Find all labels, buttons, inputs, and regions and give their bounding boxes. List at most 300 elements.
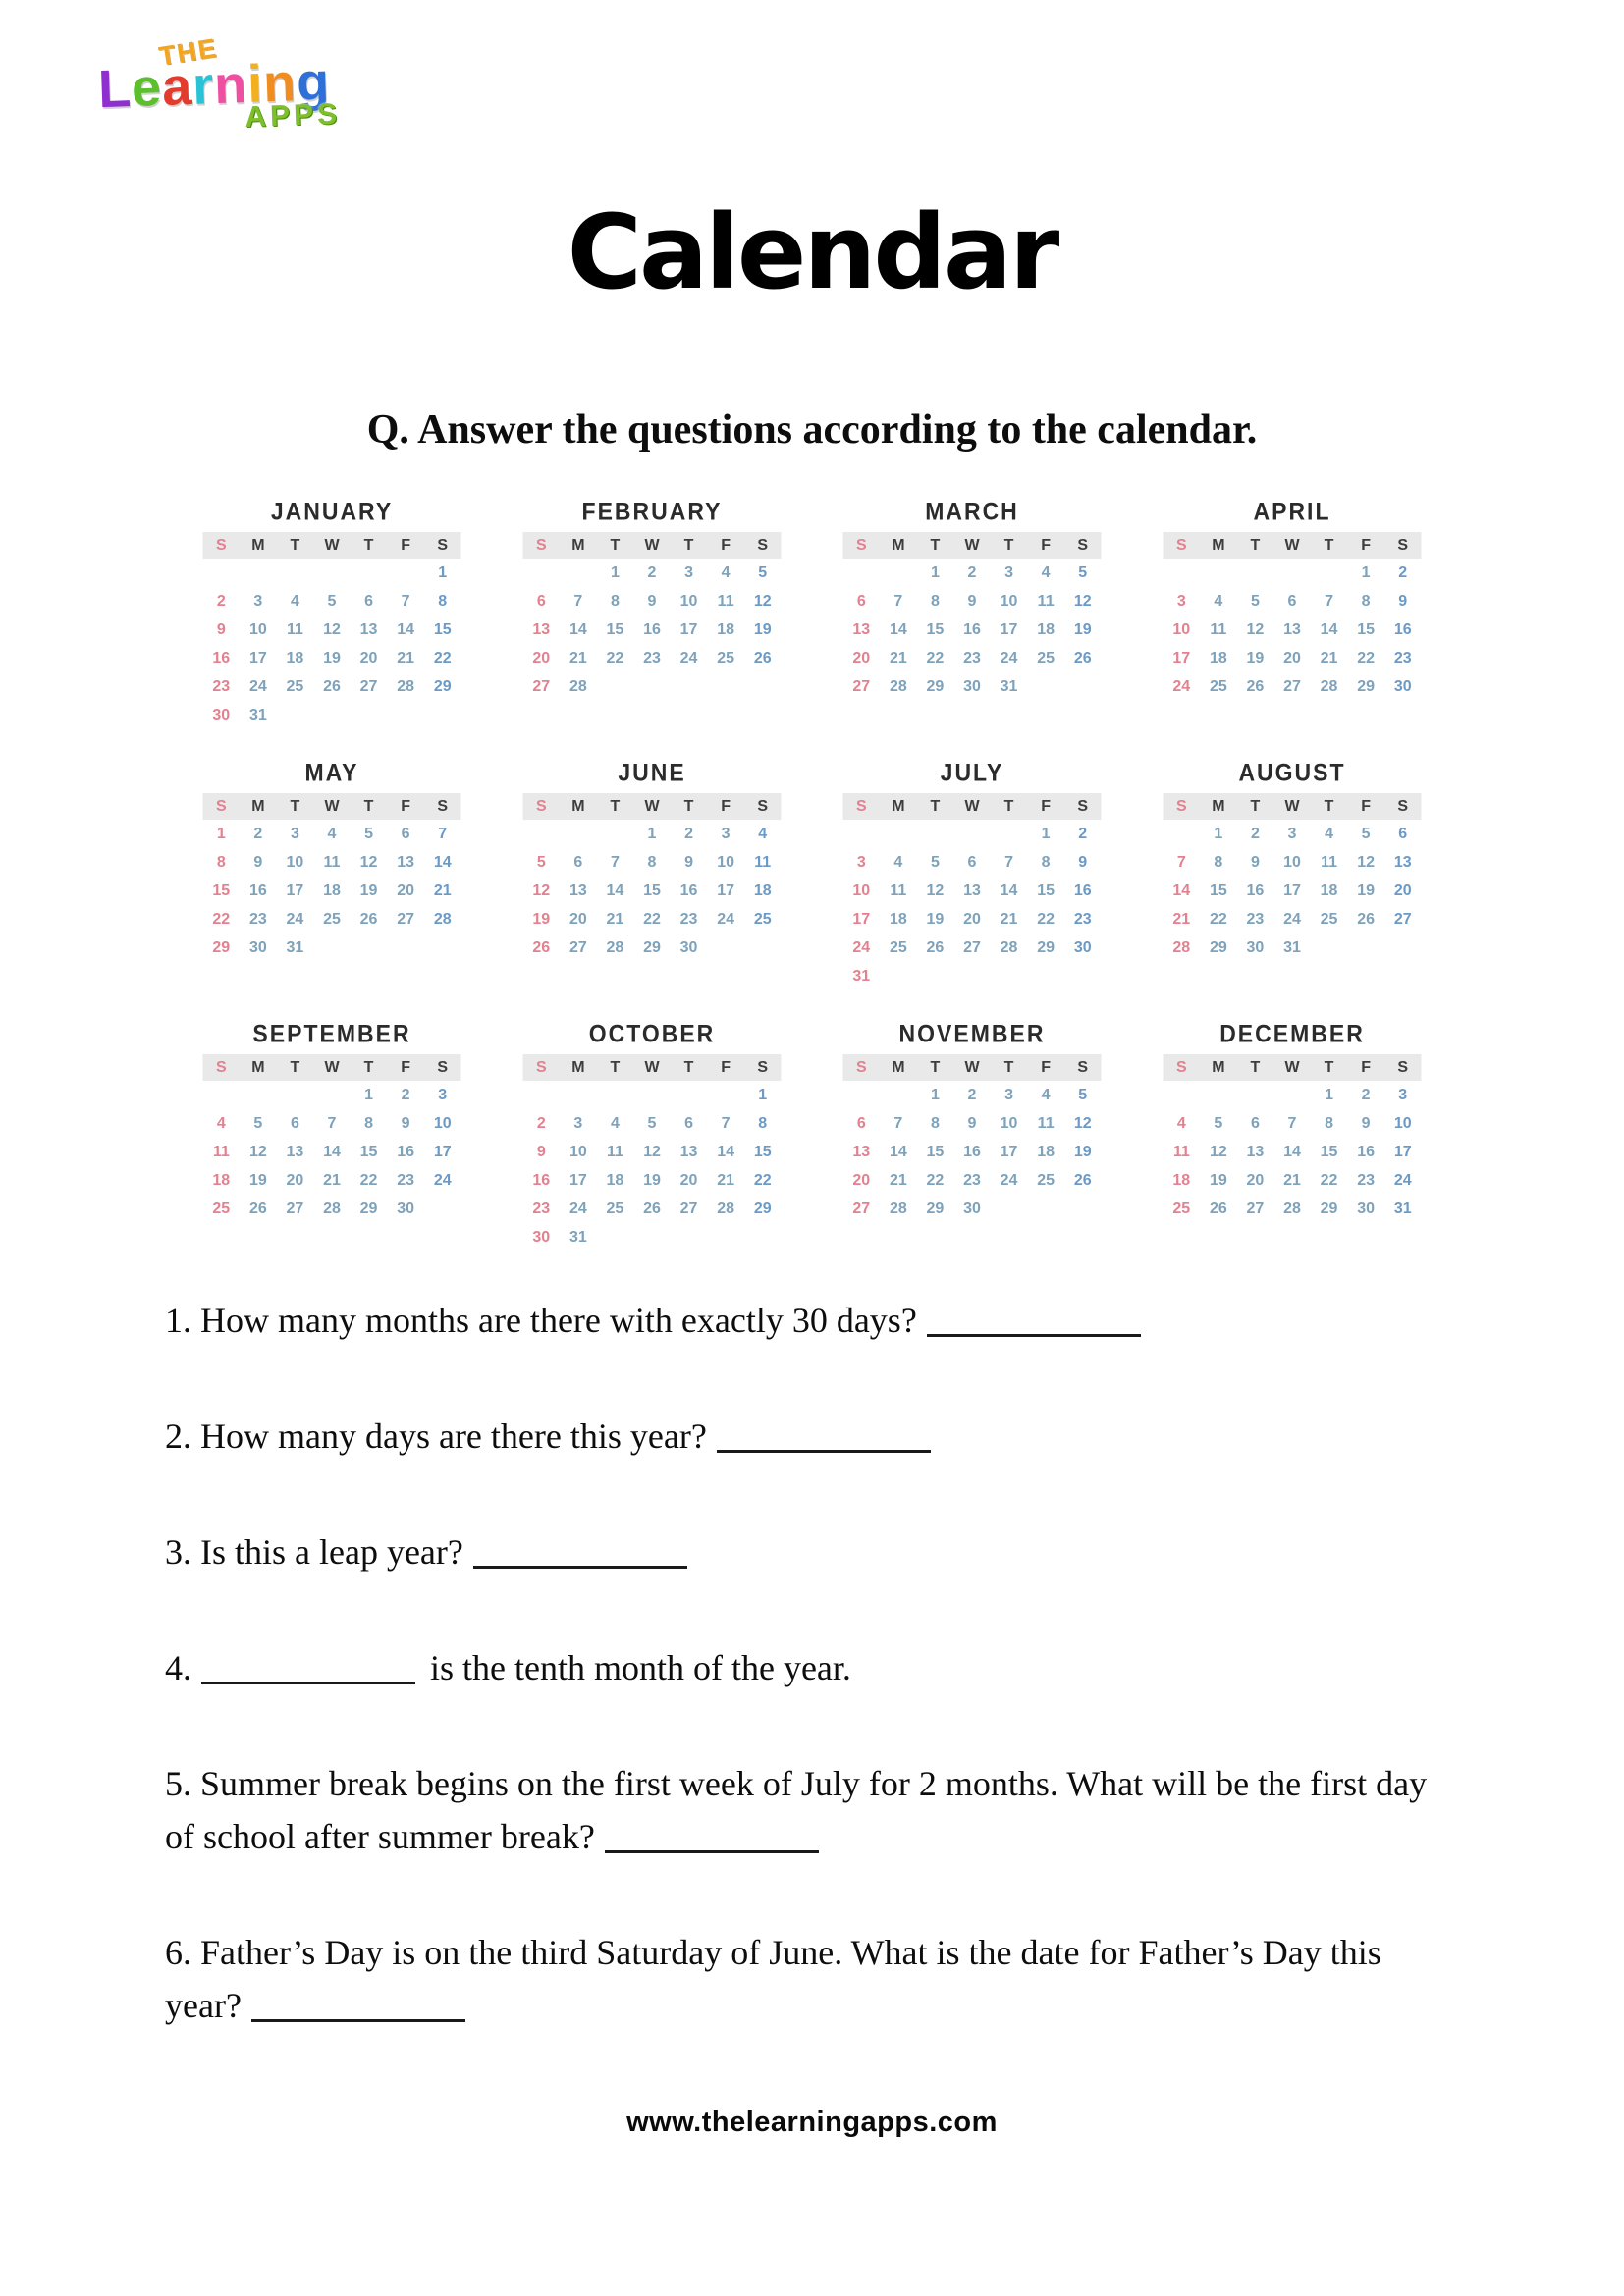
weekday-header-cell: F: [1041, 536, 1052, 554]
question-heading: Q. Answer the questions according to the calendar.: [366, 407, 1258, 453]
week-row: [523, 1223, 782, 1252]
date-cell: 6: [856, 592, 866, 610]
date-cell: 27: [397, 910, 415, 928]
date-cell: 4: [1041, 563, 1051, 581]
date-cell: 21: [568, 649, 587, 667]
date-cell: 25: [717, 649, 735, 667]
date-cell: 28: [606, 938, 624, 956]
weekday-header-row: [843, 793, 1102, 820]
date-cell: 1: [930, 1086, 940, 1103]
date-cell: 29: [643, 938, 661, 956]
month-title: FEBRUARY: [581, 497, 723, 525]
date-cell: 14: [568, 620, 587, 638]
date-cell: 16: [963, 1143, 981, 1160]
date-cell: 18: [1172, 1171, 1191, 1189]
date-cell: 23: [1073, 910, 1092, 928]
weekday-header-cell: S: [1397, 536, 1409, 554]
week-row: [843, 820, 1102, 848]
date-cell: 14: [1000, 881, 1018, 899]
date-cell: 8: [1214, 853, 1223, 871]
date-cell: 1: [1041, 825, 1051, 842]
date-cell: 21: [397, 649, 415, 667]
date-cell: 5: [758, 563, 768, 581]
date-cell: 13: [1283, 620, 1301, 638]
date-cell: 6: [401, 825, 410, 842]
date-cell: 30: [397, 1200, 415, 1217]
date-cell: 16: [212, 649, 231, 667]
date-cell: 29: [1209, 938, 1227, 956]
date-cell: 4: [721, 563, 731, 581]
date-cell: 8: [758, 1114, 768, 1132]
date-cell: 31: [1393, 1200, 1412, 1217]
date-cell: 18: [212, 1171, 231, 1189]
weekday-header-cell: S: [535, 1058, 547, 1076]
date-cell: 2: [967, 563, 977, 581]
date-cell: 27: [1283, 677, 1301, 695]
date-cell: 26: [753, 649, 772, 667]
date-cell: 12: [359, 853, 378, 871]
date-cell: 26: [926, 938, 945, 956]
month-calendar: [843, 1021, 1102, 1252]
date-cell: 11: [890, 881, 907, 899]
weekday-header-cell: T: [290, 536, 300, 554]
date-cell: 14: [889, 1143, 907, 1160]
date-cell: 13: [532, 620, 551, 638]
date-cell: 7: [327, 1114, 337, 1132]
question-text: 2. How many days are there this year?: [165, 1416, 707, 1456]
question: [165, 1525, 1437, 1578]
date-cell: 30: [1393, 677, 1412, 695]
month-title: AUGUST: [1238, 758, 1346, 786]
weekday-header-cell: S: [1397, 797, 1409, 815]
date-cell: 2: [1078, 825, 1088, 842]
date-cell: 15: [433, 620, 452, 638]
month-title: MARCH: [925, 497, 1019, 525]
question-text: 1. How many months are there with exactly 30 days?: [165, 1301, 917, 1340]
week-row: [523, 1109, 782, 1138]
date-cell: 21: [1283, 1171, 1301, 1189]
date-cell: 17: [286, 881, 304, 899]
date-cell: 11: [286, 620, 303, 638]
date-cell: 25: [889, 938, 907, 956]
weekday-header-cell: M: [571, 797, 585, 815]
date-cell: 6: [967, 853, 977, 871]
date-cell: 30: [963, 677, 981, 695]
date-cell: 17: [717, 881, 735, 899]
week-row: [203, 1195, 461, 1223]
date-cell: 6: [364, 592, 374, 610]
date-cell: 13: [359, 620, 378, 638]
weekday-header-cell: W: [644, 797, 660, 815]
month-title: MAY: [304, 758, 359, 786]
weekday-header-row: [203, 532, 461, 559]
date-cell: 6: [573, 853, 583, 871]
weekday-header-cell: F: [1041, 797, 1052, 815]
date-cell: 24: [286, 910, 304, 928]
year-calendar-grid: [203, 499, 1422, 1252]
answer-blank: [717, 1416, 931, 1453]
date-cell: 11: [1210, 620, 1227, 638]
week-row: [1164, 1081, 1422, 1109]
weekday-header-cell: S: [437, 536, 449, 554]
date-cell: 30: [212, 706, 231, 723]
date-cell: 27: [359, 677, 378, 695]
date-cell: 1: [216, 825, 226, 842]
date-cell: 31: [568, 1228, 587, 1246]
week-row: [523, 615, 782, 644]
date-cell: 14: [1172, 881, 1191, 899]
date-cell: 13: [852, 620, 871, 638]
date-cell: 4: [327, 825, 337, 842]
date-cell: 10: [1283, 853, 1301, 871]
weekday-header-cell: S: [855, 1058, 867, 1076]
month-title: SEPTEMBER: [252, 1019, 411, 1047]
date-cell: 14: [889, 620, 907, 638]
date-cell: 20: [359, 649, 378, 667]
week-row: [843, 962, 1102, 990]
date-cell: 3: [253, 592, 263, 610]
logo-letter: a: [161, 56, 194, 117]
date-cell: 20: [1246, 1171, 1265, 1189]
date-cell: 10: [717, 853, 735, 871]
month-calendar: [1164, 760, 1422, 990]
date-cell: 11: [1172, 1143, 1190, 1160]
date-cell: 1: [647, 825, 657, 842]
date-cell: 1: [1325, 1086, 1334, 1103]
weekday-header-cell: W: [964, 536, 980, 554]
date-cell: 5: [364, 825, 374, 842]
date-cell: 27: [286, 1200, 304, 1217]
date-cell: 27: [1393, 910, 1412, 928]
date-cell: 31: [248, 706, 267, 723]
week-row: [1164, 672, 1422, 701]
date-cell: 8: [930, 592, 940, 610]
date-cell: 5: [536, 853, 546, 871]
date-cell: 16: [1357, 1143, 1376, 1160]
date-cell: 30: [248, 938, 267, 956]
date-cell: 7: [1176, 853, 1186, 871]
weekday-header-cell: M: [1212, 1058, 1225, 1076]
date-cell: 18: [1320, 881, 1338, 899]
date-cell: 19: [1246, 649, 1265, 667]
weekday-header-row: [843, 532, 1102, 559]
weekday-header-cell: S: [535, 797, 547, 815]
date-cell: 30: [963, 1200, 981, 1217]
question-text: 5. Summer break begins on the first week of July for 2 months. What will be the first day of school after summer break?: [165, 1764, 1428, 1856]
date-cell: 20: [963, 910, 981, 928]
weekday-header-row: [203, 1054, 461, 1081]
date-cell: 19: [1073, 1143, 1092, 1160]
date-cell: 5: [253, 1114, 263, 1132]
date-cell: 10: [568, 1143, 587, 1160]
date-cell: 14: [606, 881, 624, 899]
month-title: JUNE: [618, 758, 686, 786]
date-cell: 6: [856, 1114, 866, 1132]
logo-letter: g: [296, 52, 332, 113]
month-calendar: [203, 760, 461, 990]
date-cell: 14: [1283, 1143, 1301, 1160]
date-cell: 17: [1393, 1143, 1412, 1160]
date-cell: 7: [1287, 1114, 1297, 1132]
date-cell: 13: [963, 881, 981, 899]
answer-blank: [201, 1648, 415, 1684]
date-cell: 9: [684, 853, 694, 871]
date-cell: 22: [359, 1171, 378, 1189]
date-cell: 26: [1073, 649, 1092, 667]
date-cell: 24: [1172, 677, 1191, 695]
date-cell: 3: [684, 563, 694, 581]
date-cell: 20: [679, 1171, 698, 1189]
date-cell: 11: [1037, 592, 1055, 610]
date-cell: 7: [721, 1114, 731, 1132]
weekday-header-cell: S: [855, 536, 867, 554]
weekday-header-row: [523, 793, 782, 820]
date-cell: 22: [1357, 649, 1376, 667]
date-cell: 22: [1320, 1171, 1338, 1189]
date-cell: 12: [753, 592, 772, 610]
date-cell: 26: [643, 1200, 661, 1217]
date-cell: 17: [1000, 620, 1018, 638]
weekday-header-cell: S: [437, 797, 449, 815]
week-row: [203, 1081, 461, 1109]
date-cell: 29: [926, 677, 945, 695]
date-cell: 12: [1209, 1143, 1227, 1160]
date-cell: 26: [1357, 910, 1376, 928]
date-cell: 18: [717, 620, 735, 638]
date-cell: 28: [717, 1200, 735, 1217]
date-cell: 29: [926, 1200, 945, 1217]
date-cell: 16: [397, 1143, 415, 1160]
weekday-header-cell: T: [1250, 536, 1261, 554]
week-row: [843, 905, 1102, 934]
date-cell: 24: [679, 649, 698, 667]
date-cell: 30: [679, 938, 698, 956]
date-cell: 17: [568, 1171, 587, 1189]
date-cell: 19: [643, 1171, 661, 1189]
date-cell: 11: [606, 1143, 623, 1160]
weekday-header-cell: S: [437, 1058, 449, 1076]
week-row: [523, 1166, 782, 1195]
weekday-header-cell: W: [964, 797, 980, 815]
logo-letter: e: [131, 57, 164, 119]
week-row: [843, 559, 1102, 587]
date-cell: 7: [610, 853, 620, 871]
date-cell: 10: [248, 620, 267, 638]
week-row: [843, 1166, 1102, 1195]
logo-letter: r: [191, 56, 216, 116]
month-calendar: [843, 499, 1102, 729]
date-cell: 23: [1246, 910, 1265, 928]
date-cell: 10: [1000, 1114, 1018, 1132]
date-cell: 17: [1172, 649, 1191, 667]
date-cell: 5: [1214, 1114, 1223, 1132]
weekday-header-row: [203, 793, 461, 820]
week-row: [843, 672, 1102, 701]
answer-blank: [605, 1817, 819, 1853]
weekday-header-row: [523, 532, 782, 559]
date-cell: 8: [930, 1114, 940, 1132]
date-cell: 6: [684, 1114, 694, 1132]
month-calendar: [203, 1021, 461, 1252]
weekday-header-row: [1164, 1054, 1422, 1081]
date-cell: 12: [643, 1143, 661, 1160]
question: [165, 1757, 1437, 1863]
date-cell: 16: [248, 881, 267, 899]
month-title: JANUARY: [270, 497, 394, 525]
date-cell: 24: [1000, 1171, 1018, 1189]
date-cell: 6: [290, 1114, 299, 1132]
week-row: [523, 877, 782, 905]
date-cell: 8: [216, 853, 226, 871]
date-cell: 18: [1037, 1143, 1056, 1160]
date-cell: 22: [926, 649, 945, 667]
weekday-header-cell: T: [290, 797, 300, 815]
date-cell: 28: [1320, 677, 1338, 695]
month-title: OCTOBER: [588, 1019, 716, 1047]
date-cell: 2: [1398, 563, 1408, 581]
date-cell: 25: [753, 910, 772, 928]
week-row: [523, 1138, 782, 1166]
date-cell: 6: [1250, 1114, 1260, 1132]
date-cell: 4: [1214, 592, 1223, 610]
weekday-header-cell: S: [1077, 1058, 1089, 1076]
date-cell: 3: [290, 825, 299, 842]
date-cell: 3: [1004, 563, 1014, 581]
weekday-header-cell: T: [610, 536, 621, 554]
date-cell: 25: [1209, 677, 1227, 695]
date-cell: 9: [253, 853, 263, 871]
week-row: [203, 1166, 461, 1195]
weekday-header-cell: W: [1284, 1058, 1300, 1076]
date-cell: 4: [290, 592, 299, 610]
month-calendar: [843, 760, 1102, 990]
logo-the-text: THE: [156, 32, 220, 72]
date-cell: 15: [606, 620, 624, 638]
date-cell: 11: [1321, 853, 1338, 871]
week-row: [203, 848, 461, 877]
date-cell: 28: [323, 1200, 341, 1217]
week-row: [843, 1081, 1102, 1109]
date-cell: 2: [536, 1114, 546, 1132]
date-cell: 30: [1357, 1200, 1376, 1217]
month-title: NOVEMBER: [898, 1019, 1046, 1047]
weekday-header-cell: M: [1212, 536, 1225, 554]
date-cell: 23: [963, 649, 981, 667]
date-cell: 17: [433, 1143, 452, 1160]
date-cell: 2: [401, 1086, 410, 1103]
learning-apps-logo: [96, 30, 394, 139]
date-cell: 21: [433, 881, 452, 899]
weekday-header-cell: M: [251, 1058, 265, 1076]
date-cell: 5: [1078, 1086, 1088, 1103]
date-cell: 28: [1283, 1200, 1301, 1217]
date-cell: 18: [753, 881, 772, 899]
date-cell: 26: [532, 938, 551, 956]
date-cell: 27: [852, 1200, 871, 1217]
date-cell: 15: [1357, 620, 1376, 638]
date-cell: 18: [1209, 649, 1227, 667]
date-cell: 28: [433, 910, 452, 928]
week-row: [203, 1138, 461, 1166]
question-text: 4.: [165, 1648, 191, 1687]
weekday-header-cell: S: [215, 797, 227, 815]
date-cell: 9: [967, 592, 977, 610]
date-cell: 9: [647, 592, 657, 610]
date-cell: 25: [1037, 1171, 1056, 1189]
date-cell: 20: [397, 881, 415, 899]
date-cell: 17: [679, 620, 698, 638]
date-cell: 23: [679, 910, 698, 928]
weekday-header-cell: S: [1175, 536, 1187, 554]
weekday-header-cell: T: [1324, 536, 1334, 554]
date-cell: 26: [1209, 1200, 1227, 1217]
date-cell: 17: [1283, 881, 1301, 899]
logo-letter: n: [213, 54, 249, 116]
date-cell: 4: [216, 1114, 226, 1132]
date-cell: 13: [1393, 853, 1412, 871]
date-cell: 7: [1325, 592, 1334, 610]
date-cell: 12: [248, 1143, 267, 1160]
week-row: [203, 934, 461, 962]
weekday-header-cell: S: [215, 536, 227, 554]
week-row: [843, 877, 1102, 905]
weekday-header-cell: F: [721, 797, 731, 815]
date-cell: 19: [1209, 1171, 1227, 1189]
date-cell: 24: [717, 910, 735, 928]
date-cell: 18: [323, 881, 341, 899]
date-cell: 3: [1176, 592, 1186, 610]
date-cell: 17: [852, 910, 871, 928]
date-cell: 29: [212, 938, 231, 956]
month-calendar: [203, 499, 461, 729]
date-cell: 26: [359, 910, 378, 928]
weekday-header-cell: T: [1003, 797, 1014, 815]
weekday-header-cell: F: [401, 1058, 411, 1076]
weekday-header-cell: T: [290, 1058, 300, 1076]
date-cell: 24: [568, 1200, 587, 1217]
date-cell: 8: [1361, 592, 1371, 610]
week-row: [1164, 1109, 1422, 1138]
date-cell: 19: [1357, 881, 1376, 899]
weekday-header-row: [1164, 532, 1422, 559]
date-cell: 9: [216, 620, 226, 638]
date-cell: 9: [1078, 853, 1088, 871]
weekday-header-cell: F: [721, 536, 731, 554]
date-cell: 23: [248, 910, 267, 928]
week-row: [203, 820, 461, 848]
question: [165, 1410, 1437, 1463]
date-cell: 29: [359, 1200, 378, 1217]
date-cell: 22: [1037, 910, 1056, 928]
week-row: [843, 644, 1102, 672]
date-cell: 12: [323, 620, 341, 638]
week-row: [1164, 905, 1422, 934]
date-cell: 9: [401, 1114, 410, 1132]
date-cell: 7: [438, 825, 448, 842]
date-cell: 15: [926, 1143, 945, 1160]
date-cell: 1: [758, 1086, 768, 1103]
date-cell: 1: [1361, 563, 1371, 581]
date-cell: 4: [758, 825, 768, 842]
date-cell: 29: [433, 677, 452, 695]
week-row: [1164, 1138, 1422, 1166]
date-cell: 19: [926, 910, 945, 928]
date-cell: 15: [359, 1143, 378, 1160]
date-cell: 24: [1000, 649, 1018, 667]
date-cell: 18: [889, 910, 907, 928]
weekday-header-cell: W: [644, 536, 660, 554]
date-cell: 10: [1172, 620, 1191, 638]
